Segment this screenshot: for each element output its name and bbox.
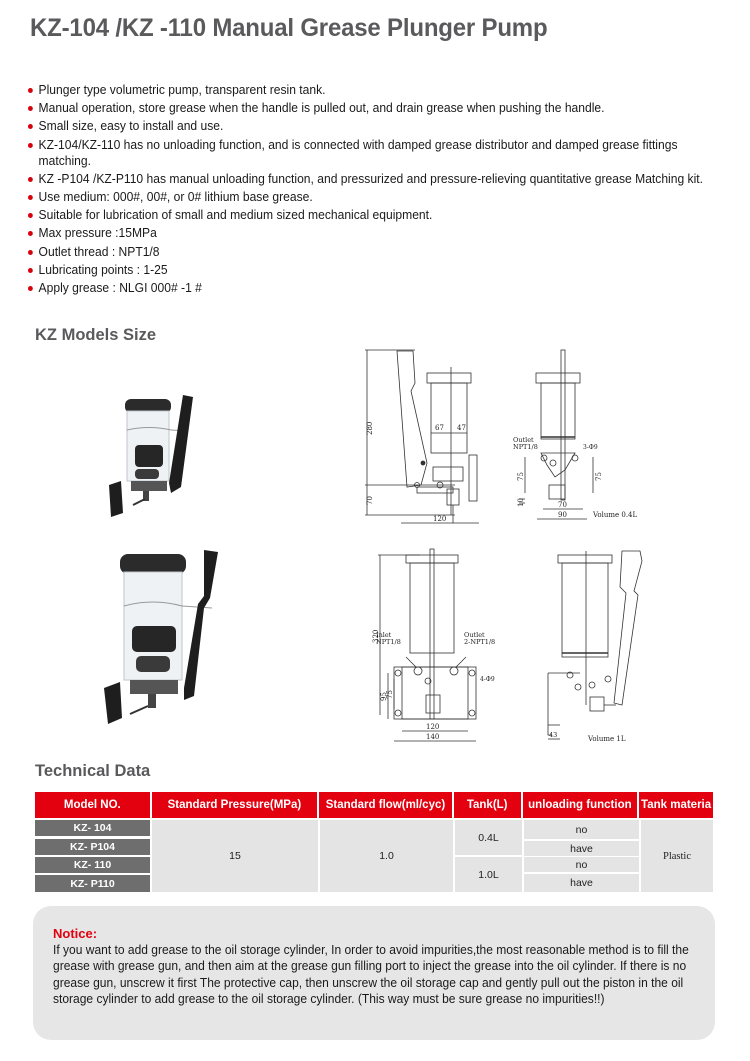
dim-140: 140 xyxy=(426,733,440,741)
bullet-icon xyxy=(28,177,33,182)
unloading-cell: have xyxy=(524,874,639,892)
feature-item: Apply grease : NLGI 000# -1 # xyxy=(28,280,727,296)
hole-label: 4-Ф9 xyxy=(480,676,495,683)
pump-photo-1l xyxy=(100,548,230,728)
bullet-icon xyxy=(28,88,33,93)
feature-item: Manual operation, store grease when the handle is pulled out, and drain grease when pushing the handle. xyxy=(28,100,727,116)
feature-item: Plunger type volumetric pump, transparent resin tank. xyxy=(28,82,727,98)
bullet-icon xyxy=(28,213,33,218)
dim-75-left: 75 xyxy=(517,472,525,481)
col-pressure: Standard Pressure(MPa) xyxy=(152,792,320,818)
feature-item: Small size, easy to install and use. xyxy=(28,118,727,134)
model-cell: KZ- P104 xyxy=(35,839,150,855)
pump-photo-04l xyxy=(105,395,205,525)
feature-item: Max pressure :15MPa xyxy=(28,225,727,241)
models-size-heading: KZ Models Size xyxy=(35,326,157,344)
bullet-icon xyxy=(28,268,33,273)
outlet-label: Outlet xyxy=(513,436,534,444)
outlet-thread-label: 2-NPT1/8 xyxy=(464,638,496,646)
dim-47: 47 xyxy=(457,424,466,432)
feature-item: KZ-104/KZ-110 has no unloading function, and is connected with damped grease distributor and damped grease fittings matching. xyxy=(28,137,727,169)
dim-120: 120 xyxy=(426,723,440,731)
notice-body: If you want to add grease to the oil storage cylinder, In order to avoid impurities,the most reasonable method is to fill the grease with grease gun, and then aim at the grease gun filling port to inject the grease into the oil cylinder. If there is no grease gun, unscrew it first The protective cap, then unscrew the oil storage cap and gently pull out the piston in the oil storage cylinder to add grease to the oil storage cylinder. (This way must be sure grease no impurities!!) xyxy=(53,943,689,1006)
unloading-cell: no xyxy=(524,857,639,872)
bullet-icon xyxy=(28,231,33,236)
dim-320: 320 xyxy=(372,629,380,643)
col-tank: Tank(L) xyxy=(454,792,523,818)
dim-95: 95 xyxy=(380,692,388,701)
material-cell: Plastic xyxy=(641,820,713,892)
hole-label: 3-Ф9 xyxy=(583,444,598,451)
model-cell: KZ- 104 xyxy=(35,820,150,836)
dim-90: 90 xyxy=(558,511,567,519)
feature-item: Outlet thread : NPT1/8 xyxy=(28,244,727,260)
volume-1l-label: Volume 1L xyxy=(588,735,626,743)
table-body xyxy=(35,820,713,893)
dim-70: 70 xyxy=(366,496,374,505)
notice-title: Notice: xyxy=(53,926,98,941)
drawing-04l-side xyxy=(355,345,515,530)
dim-70: 70 xyxy=(558,501,567,509)
bullet-icon xyxy=(28,124,33,129)
feature-item: Use medium: 000#, 00#, or 0# lithium base grease. xyxy=(28,189,727,205)
dim-280: 280 xyxy=(366,421,374,435)
page-title: KZ-104 /KZ -110 Manual Grease Plunger Pump xyxy=(30,14,548,42)
dim-43: 43 xyxy=(549,731,558,739)
bullet-icon xyxy=(28,286,33,291)
volume-04l-label: Volume 0.4L xyxy=(593,511,638,519)
outlet-label: Outlet xyxy=(464,631,485,639)
dim-120: 120 xyxy=(433,515,447,523)
model-cell: KZ- P110 xyxy=(35,875,150,892)
bullet-icon xyxy=(28,106,33,111)
outlet-thread-label: NPT1/8 xyxy=(513,443,538,451)
inlet-label: Inlet xyxy=(376,631,392,639)
unloading-cell: have xyxy=(524,841,639,856)
bullet-icon xyxy=(28,143,33,148)
drawing-1l-side xyxy=(530,545,660,745)
technical-data-heading: Technical Data xyxy=(35,762,151,780)
model-cell: KZ- 110 xyxy=(35,857,150,873)
col-model: Model NO. xyxy=(35,792,152,818)
technical-data-table xyxy=(35,792,713,893)
feature-item: KZ -P104 /KZ-P110 has manual unloading function, and pressurized and pressure-relieving quantitative grease Matching kit. xyxy=(28,171,727,187)
pressure-cell: 15 xyxy=(152,820,318,892)
tank-cell: 0.4L xyxy=(455,820,522,855)
tank-cell: 1.0L xyxy=(455,857,522,892)
bullet-icon xyxy=(28,250,33,255)
dim-75-right: 75 xyxy=(595,472,603,481)
feature-item: Lubricating points : 1-25 xyxy=(28,262,727,278)
inlet-thread-label: NPT1/8 xyxy=(376,638,401,646)
col-material: Tank materia xyxy=(639,792,713,818)
notice-box xyxy=(33,906,715,1040)
dim-67: 67 xyxy=(435,424,444,432)
col-flow: Standard flow(ml/cyc) xyxy=(319,792,454,818)
dim-10: 10 xyxy=(517,498,525,507)
table-header-row xyxy=(35,792,713,818)
feature-item: Suitable for lubrication of small and medium sized mechanical equipment. xyxy=(28,207,727,223)
drawing-1l-front xyxy=(370,545,520,745)
dim-75: 75 xyxy=(386,690,394,699)
unloading-cell: no xyxy=(524,820,639,839)
bullet-icon xyxy=(28,195,33,200)
drawing-04l-front xyxy=(505,345,655,525)
flow-cell: 1.0 xyxy=(320,820,453,892)
feature-list xyxy=(28,82,728,298)
col-unloading: unloading function xyxy=(523,792,640,818)
